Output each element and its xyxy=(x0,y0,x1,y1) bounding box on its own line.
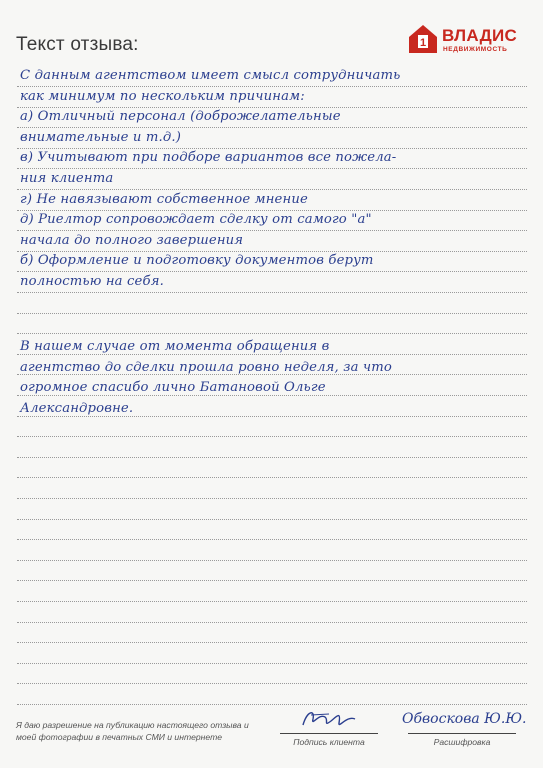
review-line: г) Не навязывают собственное мнение xyxy=(20,191,308,207)
rule-line xyxy=(17,601,527,602)
svg-text:1: 1 xyxy=(419,37,427,49)
rule-line xyxy=(17,539,527,540)
rule-line xyxy=(17,560,527,561)
brand-tagline: НЕДВИЖИМОСТЬ xyxy=(443,46,508,53)
rule-line xyxy=(17,519,527,520)
decryption-value: Обвоскова Ю.Ю. xyxy=(402,711,527,727)
rule-line xyxy=(17,642,527,643)
signature-line xyxy=(280,733,378,734)
decryption-line xyxy=(408,733,516,734)
rule-line xyxy=(17,313,527,314)
review-line: огромное спасибо лично Батановой Ольге xyxy=(20,380,326,396)
rule-line xyxy=(17,436,527,437)
rule-line xyxy=(17,683,527,684)
client-signature-block xyxy=(274,705,384,747)
rule-line xyxy=(17,477,527,478)
brand-name: ВЛАДИС xyxy=(442,26,518,45)
review-line: д) Риелтор сопровождает сделку от самого "а" xyxy=(20,212,372,228)
review-line: С данным агентством имеет смысл сотрудничать xyxy=(20,68,401,83)
review-line: в) Учитывают при подборе вариантов все пожела- xyxy=(20,150,397,166)
rule-line xyxy=(17,663,527,664)
review-line: В нашем случае от момента обращения в xyxy=(20,339,330,354)
page-title: Текст отзыва: xyxy=(16,34,139,55)
brand-logo xyxy=(408,24,534,56)
review-line: начала до полного завершения xyxy=(20,232,244,248)
rule-line xyxy=(17,498,527,499)
publication-consent: Я даю разрешение на публикацию настоящего отзыва и моей фотографии в печатных СМИ и интернете xyxy=(16,720,249,742)
review-line: внимательные и т.д.) xyxy=(20,129,182,145)
review-line: а) Отличный персонал (доброжелательные xyxy=(20,109,341,125)
rule-line xyxy=(17,580,527,581)
rule-line xyxy=(17,457,527,458)
review-line: б) Оформление и подготовку документов берут xyxy=(20,253,374,269)
review-text-block-2 xyxy=(20,337,525,419)
rule-line xyxy=(17,333,527,334)
review-line: Александровне. xyxy=(20,400,134,416)
review-line: как минимум по нескольким причинам: xyxy=(20,88,305,104)
review-line: ния клиента xyxy=(20,170,114,186)
handwritten-signature xyxy=(289,705,369,733)
rule-line xyxy=(17,622,527,623)
review-text-block-1 xyxy=(20,66,525,293)
house-icon xyxy=(408,24,438,54)
signature-caption: Подпись клиента xyxy=(293,737,365,747)
review-line: полностью на себя. xyxy=(20,273,164,289)
review-line: агентство до сделки прошла ровно неделя, за что xyxy=(20,359,393,375)
decryption-caption: Расшифровка xyxy=(433,737,491,747)
decryption-block xyxy=(402,705,527,747)
